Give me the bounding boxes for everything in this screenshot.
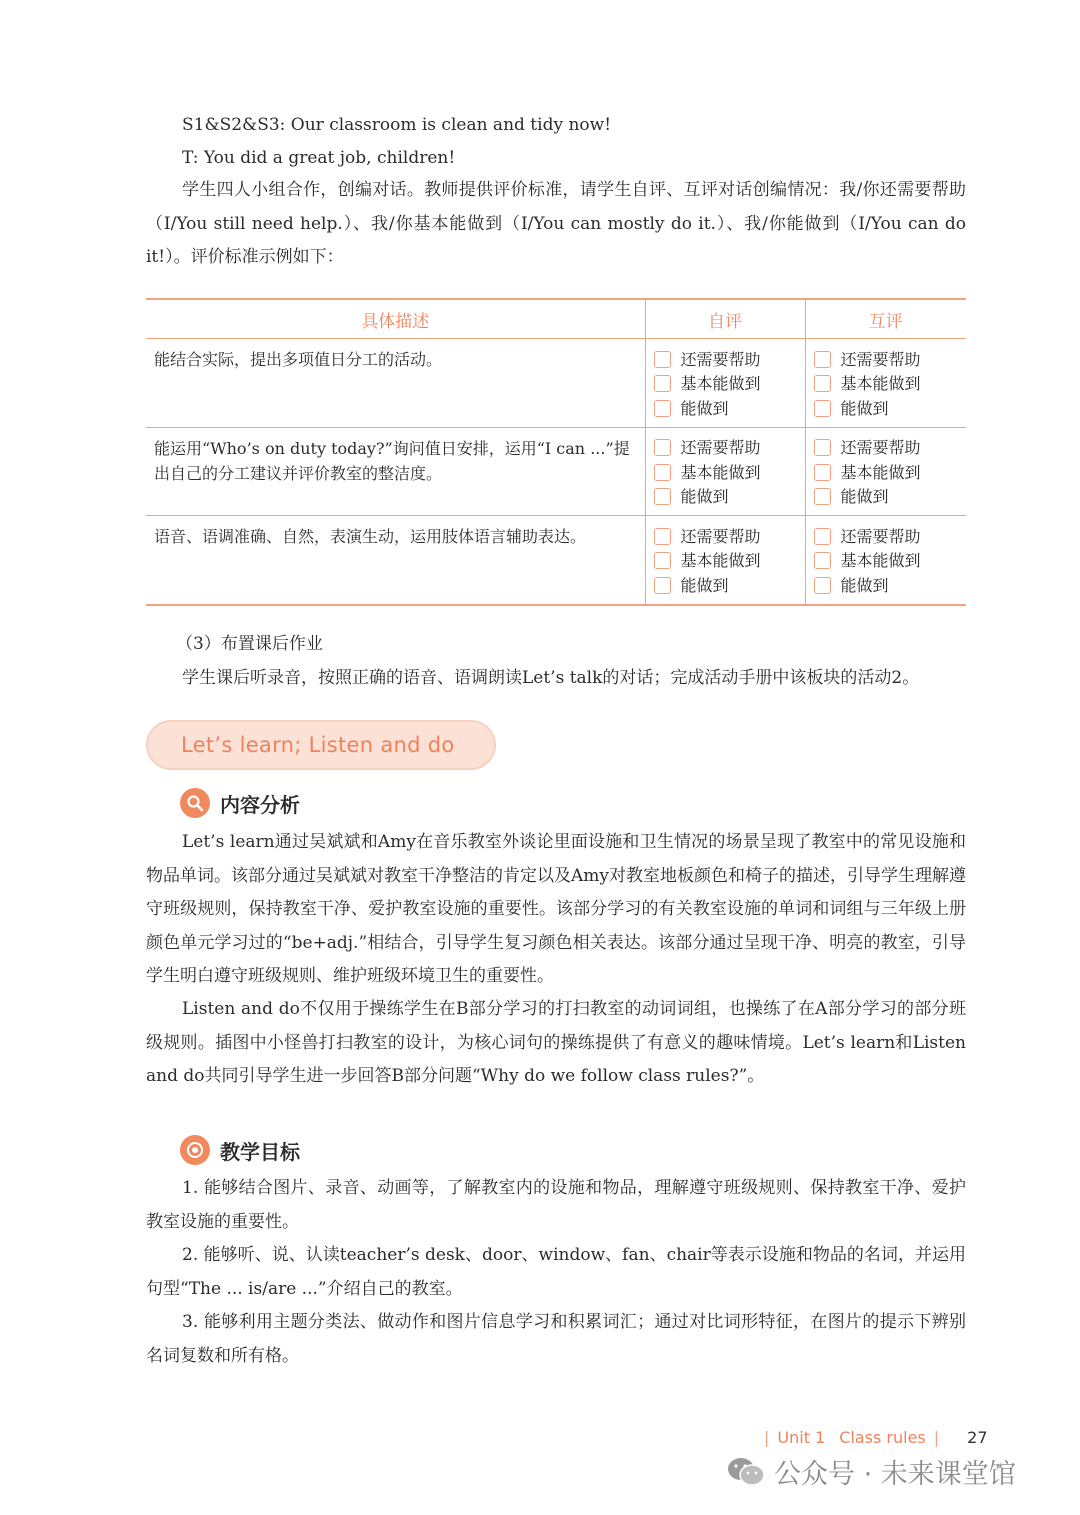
checkbox[interactable]: [654, 577, 671, 594]
peer-eval-options: [805, 339, 966, 428]
analysis-paragraph-2: Listen and do不仅用于操练学生在B部分学习的打扫教室的动词词组，也操练了在A部分学习的部分班级规则。插图中小怪兽打扫教室的设计，为核心词句的操练提供了有意义的趣味情境。Let’s learn和Listen and do共同引导学生进一步回答B部分问题“Why do we follow class rules?”。: [146, 999, 966, 1086]
header-peer-eval: 互评: [805, 299, 966, 339]
analysis-title: 内容分析: [220, 792, 300, 817]
checkbox[interactable]: [654, 400, 671, 417]
checkbox[interactable]: [814, 464, 831, 481]
analysis-heading: [180, 788, 300, 818]
checkbox[interactable]: [654, 528, 671, 545]
footer-title: Class rules: [839, 1428, 926, 1447]
option-can-do[interactable]: 能做到: [814, 396, 959, 421]
dialogue-line-2: T: You did a great job, children!: [182, 148, 456, 168]
row-description: 能结合实际，提出多项值日分工的活动。: [146, 339, 645, 428]
table-row: [146, 339, 966, 428]
option-can-do[interactable]: 能做到: [814, 573, 959, 598]
table-row: [146, 427, 966, 516]
checkbox[interactable]: [814, 439, 831, 456]
goal-2: 2. 能够听、说、认读teacher’s desk、door、window、fan、chair等表示设施和物品的名词，并运用句型“The ... is/are ...”介绍自己的教室。: [146, 1245, 966, 1299]
section-pill: Let’s learn; Listen and do: [146, 720, 496, 770]
option-need-help[interactable]: 还需要帮助: [814, 347, 959, 372]
table-header-row: [146, 299, 966, 339]
checkbox[interactable]: [814, 528, 831, 545]
checkbox[interactable]: [814, 375, 831, 392]
wechat-icon: [726, 1456, 766, 1488]
goals-heading: [180, 1135, 300, 1165]
option-can-do[interactable]: 能做到: [814, 485, 959, 510]
row-description: 语音、语调准确、自然，表演生动，运用肢体语言辅助表达。: [146, 516, 645, 605]
page-footer: | Unit 1 Class rules | 27: [764, 1428, 988, 1447]
table-row: [146, 516, 966, 605]
option-mostly[interactable]: 基本能做到: [654, 549, 797, 574]
watermark: [726, 1452, 1016, 1491]
checkbox[interactable]: [814, 552, 831, 569]
goal-1: 1. 能够结合图片、录音、动画等，了解教室内的设施和物品，理解遵守班级规则、保持教室干净、爱护教室设施的重要性。: [146, 1178, 966, 1232]
checkbox[interactable]: [654, 488, 671, 505]
option-need-help[interactable]: 还需要帮助: [654, 524, 797, 549]
goal-3: 3. 能够利用主题分类法、做动作和图片信息学习和积累词汇；通过对比词形特征，在图片的提示下辨别名词复数和所有格。: [146, 1312, 966, 1366]
intro-paragraph: 学生四人小组合作，创编对话。教师提供评价标准，请学生自评、互评对话创编情况：我/你还需要帮助（I/You still need help.）、我/你基本能做到（I/You can mostly do it.）、我/你能做到（I/You can do it!）。评价标准示例如下：: [146, 180, 966, 267]
option-need-help[interactable]: 还需要帮助: [814, 436, 959, 461]
option-mostly[interactable]: 基本能做到: [814, 549, 959, 574]
checkbox[interactable]: [814, 488, 831, 505]
peer-eval-options: [805, 427, 966, 516]
target-icon: [180, 1135, 210, 1165]
option-mostly[interactable]: 基本能做到: [814, 372, 959, 397]
option-can-do[interactable]: 能做到: [654, 573, 797, 598]
homework-text: 学生课后听录音，按照正确的语音、语调朗读Let’s talk的对话；完成活动手册中该板块的活动2。: [182, 668, 920, 688]
checkbox[interactable]: [654, 552, 671, 569]
checkbox[interactable]: [814, 577, 831, 594]
peer-eval-options: [805, 516, 966, 605]
checkbox[interactable]: [814, 400, 831, 417]
checkbox[interactable]: [814, 351, 831, 368]
footer-unit: Unit 1: [777, 1428, 826, 1447]
goals-title: 教学目标: [220, 1139, 300, 1164]
option-can-do[interactable]: 能做到: [654, 485, 797, 510]
option-can-do[interactable]: 能做到: [654, 396, 797, 421]
checkbox[interactable]: [654, 464, 671, 481]
self-eval-options: [645, 339, 805, 428]
homework-title: （3）布置课后作业: [176, 634, 323, 654]
row-description: 能运用“Who’s on duty today?”询问值日安排，运用“I can ...”提出自己的分工建议并评价教室的整洁度。: [146, 427, 645, 516]
option-need-help[interactable]: 还需要帮助: [814, 524, 959, 549]
dialogue-line-1: S1&S2&S3: Our classroom is clean and tidy now!: [182, 115, 612, 135]
evaluation-table: [146, 298, 966, 606]
option-mostly[interactable]: 基本能做到: [654, 460, 797, 485]
checkbox[interactable]: [654, 439, 671, 456]
self-eval-options: [645, 427, 805, 516]
option-mostly[interactable]: 基本能做到: [814, 460, 959, 485]
header-self-eval: 自评: [645, 299, 805, 339]
checkbox[interactable]: [654, 351, 671, 368]
page-number: 27: [967, 1428, 988, 1447]
header-description: 具体描述: [146, 299, 645, 339]
option-need-help[interactable]: 还需要帮助: [654, 436, 797, 461]
checkbox[interactable]: [654, 375, 671, 392]
watermark-text: 公众号 · 未来课堂馆: [774, 1459, 1016, 1490]
option-need-help[interactable]: 还需要帮助: [654, 347, 797, 372]
self-eval-options: [645, 516, 805, 605]
search-icon: [180, 788, 210, 818]
option-mostly[interactable]: 基本能做到: [654, 372, 797, 397]
analysis-paragraph-1: Let’s learn通过吴斌斌和Amy在音乐教室外谈论里面设施和卫生情况的场景呈现了教室中的常见设施和物品单词。该部分通过吴斌斌对教室干净整洁的肯定以及Amy对教室地板颜色和椅子的描述，引导学生理解遵守班级规则，保持教室干净、爱护教室设施的重要性。该部分学习的有关教室设施的单词和词组与三年级上册颜色单元学习过的“be+adj.”相结合，引导学生复习颜色相关表达。该部分通过呈现干净、明亮的教室，引导学生明白遵守班级规则、维护班级环境卫生的重要性。: [146, 832, 966, 986]
